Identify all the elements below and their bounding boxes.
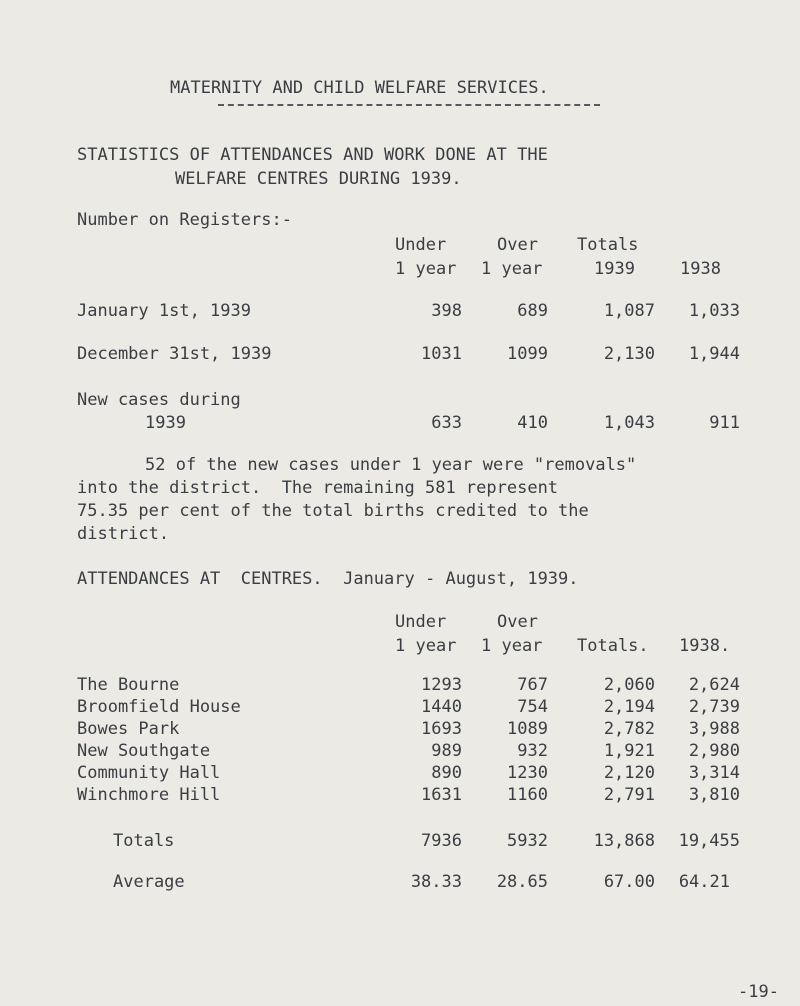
registers-header-totals: Totals [577, 235, 639, 255]
cell-under: 890 [431, 763, 462, 783]
cell-total: 2,120 [603, 763, 655, 783]
cell-over: 689 [517, 301, 548, 321]
cell-over: 754 [517, 697, 548, 717]
attendances-header-over-sub: 1 year [481, 636, 543, 656]
cell-under: 38.33 [410, 872, 462, 892]
cell-prev: 3,988 [688, 719, 740, 739]
cell-total: 2,791 [603, 785, 655, 805]
registers-header-prev-year: 1938 [680, 259, 721, 279]
row-label: Community Hall [77, 763, 221, 783]
row-label: The Bourne [77, 675, 180, 695]
row-label: New Southgate [77, 741, 211, 761]
cell-over: 1230 [507, 763, 548, 783]
registers-header-over: Over [497, 235, 538, 255]
registers-header-over-sub: 1 year [481, 259, 543, 279]
cell-over: 5932 [507, 831, 548, 851]
cell-total: 67.00 [603, 872, 655, 892]
row-label: New cases during [77, 390, 241, 410]
cell-over: 410 [517, 413, 548, 433]
row-label: January 1st, 1939 [77, 301, 251, 321]
page-title: MATERNITY AND CHILD WELFARE SERVICES. [170, 78, 549, 98]
cell-total: 1,043 [603, 413, 655, 433]
cell-under: 1031 [421, 344, 462, 364]
row-label: December 31st, 1939 [77, 344, 272, 364]
cell-over: 1089 [507, 719, 548, 739]
cell-over: 28.65 [496, 872, 548, 892]
registers-header-under: Under [395, 235, 447, 255]
note-line-3: 75.35 per cent of the total births credited to the [77, 501, 589, 521]
cell-over: 1160 [507, 785, 548, 805]
cell-under: 1631 [421, 785, 462, 805]
cell-prev: 1,033 [688, 301, 740, 321]
cell-total: 2,130 [603, 344, 655, 364]
cell-under: 1293 [421, 675, 462, 695]
attendances-header-under: Under [395, 612, 447, 632]
subtitle-line-1: STATISTICS OF ATTENDANCES AND WORK DONE AT THE [77, 145, 548, 165]
subtitle-line-2: WELFARE CENTRES DURING 1939. [175, 169, 462, 189]
cell-over: 767 [517, 675, 548, 695]
cell-total: 2,194 [603, 697, 655, 717]
cell-prev: 911 [709, 413, 740, 433]
cell-under: 989 [431, 741, 462, 761]
cell-prev: 1,944 [688, 344, 740, 364]
note-line-2: into the district. The remaining 581 represent [77, 478, 559, 498]
page-number: -19- [738, 982, 779, 1002]
row-label: Winchmore Hill [77, 785, 221, 805]
cell-prev: 3,810 [688, 785, 740, 805]
cell-prev: 3,314 [688, 763, 740, 783]
cell-total: 1,087 [603, 301, 655, 321]
cell-total: 2,060 [603, 675, 655, 695]
row-label: Average [113, 872, 185, 892]
cell-under: 398 [431, 301, 462, 321]
attendances-header-prev: 1938. [679, 636, 731, 656]
cell-under: 1440 [421, 697, 462, 717]
cell-over: 1099 [507, 344, 548, 364]
cell-under: 633 [431, 413, 462, 433]
cell-total: 2,782 [603, 719, 655, 739]
cell-prev: 2,980 [688, 741, 740, 761]
attendances-header-totals: Totals. [577, 636, 649, 656]
cell-under: 7936 [421, 831, 462, 851]
cell-under: 1693 [421, 719, 462, 739]
cell-prev: 64.21 [678, 872, 730, 892]
cell-total: 13,868 [593, 831, 655, 851]
note-line-4: district. [77, 524, 170, 544]
cell-prev: 2,739 [688, 697, 740, 717]
attendances-heading: ATTENDANCES AT CENTRES. January - August, 1939. [77, 569, 579, 589]
attendances-header-under-sub: 1 year [395, 636, 457, 656]
note-line-1: 52 of the new cases under 1 year were "removals" [145, 455, 637, 475]
row-label-year: 1939 [145, 413, 186, 433]
registers-heading: Number on Registers:- [77, 210, 292, 230]
registers-header-under-sub: 1 year [395, 259, 457, 279]
row-label: Bowes Park [77, 719, 180, 739]
row-label: Totals [113, 831, 175, 851]
cell-prev: 2,624 [688, 675, 740, 695]
cell-total: 1,921 [603, 741, 655, 761]
registers-header-totals-year: 1939 [594, 259, 635, 279]
row-label: Broomfield House [77, 697, 241, 717]
cell-prev: 19,455 [678, 831, 740, 851]
title-underline [218, 104, 600, 106]
attendances-header-over: Over [497, 612, 538, 632]
cell-over: 932 [517, 741, 548, 761]
